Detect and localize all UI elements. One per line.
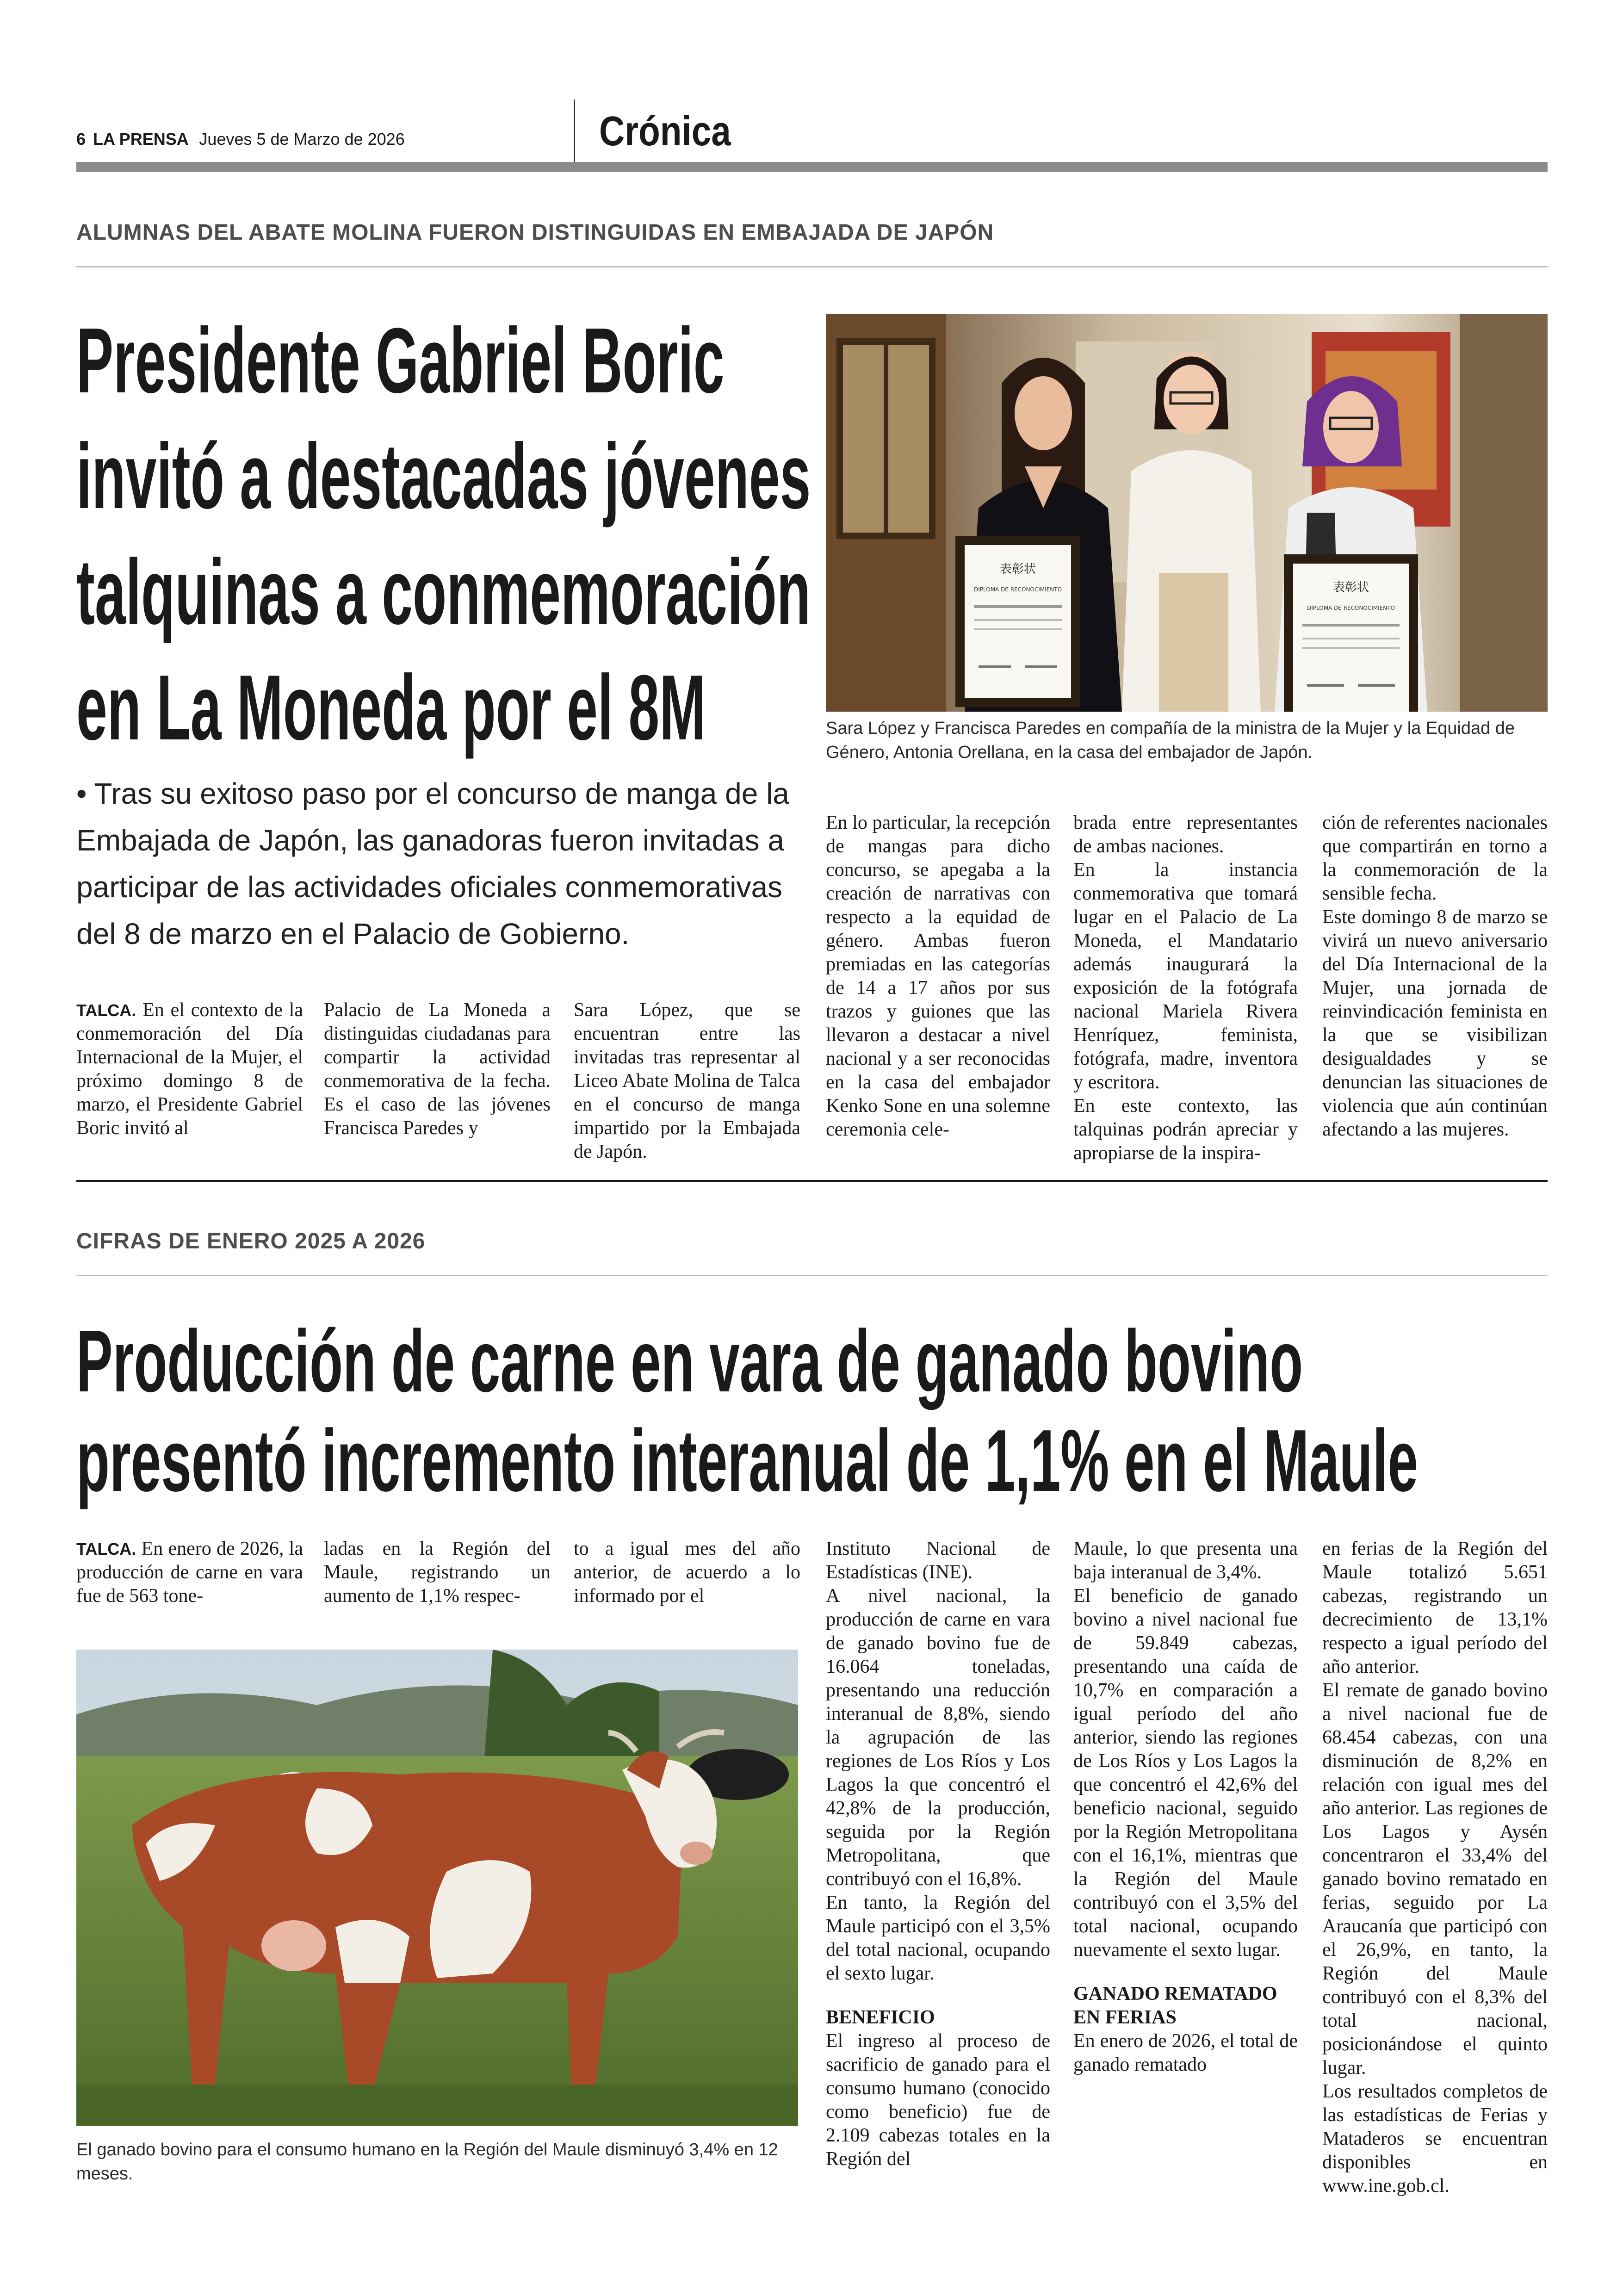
summary-line: Embajada de Japón, las ganadoras fueron invitadas a [76, 824, 784, 857]
page-header [76, 130, 405, 157]
article1-col4: En lo particular, la recepción de mangas para dicho concurso, se apegaba a la creación de narrativas con respecto a la equidad de género. Ambas fueron premiadas en las categorías de 14 a 17 años por sus trazos y guiones que las llevaron a destacar a nivel nacional y a ser reconocidas en la casa del embajador Kenko Sone en una solemne ceremonia cele- [826, 812, 1050, 1140]
photo-three-women [826, 314, 1548, 712]
dateline: TALCA. [76, 1001, 136, 1020]
article1-col5: brada entre representantes de ambas naciones. En la instancia conmemorativa que tomará lugar en el Palacio de La Moneda, el Mandatario además inaugurará la exposición de la fotógrafa nacional Mariela Rivera Henríquez, feminista, fotógrafa, madre, inventora y escritora. En este contexto, las talquinas podrán apreciar y apropiarse de la inspira- [1073, 812, 1298, 1164]
article2-photo-caption: El ganado bovino para el consumo humano en la Región del Maule disminuyó 3,4% en 12 meses. [76, 2140, 778, 2184]
summary-line: del 8 de marzo en el Palacio de Gobierno. [76, 917, 630, 950]
diploma-subtitle: DIPLOMA DE RECONOCIMIENTO [1307, 605, 1395, 611]
article2-kicker-rule [76, 1275, 1548, 1276]
article-separator [76, 1180, 1548, 1182]
headline-line: invitó a destacadas jóvenes [76, 425, 811, 528]
summary-line: • Tras su exitoso paso por el concurso de manga de la [76, 777, 789, 810]
headline-line: Producción de carne en vara de ganado bovino [76, 1312, 1303, 1410]
subhead-ganado: GANADO REMATADO EN FERIAS [1073, 1983, 1277, 2028]
bullet-icon: • [76, 777, 87, 810]
headline-line: en La Moneda por el 8M [76, 656, 706, 759]
header-divider [574, 99, 575, 164]
diploma-title: 表彰状 [1332, 581, 1369, 595]
issue-date: Jueves 5 de Marzo de 2026 [199, 130, 405, 149]
article2-col5: Maule, lo que presenta una baja interanual de 3,4%. El beneficio de ganado bovino a nivel nacional fue de 59.849 cabezas, presentando una caída de 10,7% en comparación a igual período del año anterior, siendo las regiones de Los Ríos y Los Lagos la que concentró el 42,6% del beneficio nacional, seguido por la Región Metropolitana con el 16,1%, mientras que la Región del Maule contribuyó con el 3,5% del total nacional, ocupando nuevamente el sexto lugar. GANADO REMATADO EN FERIAS En enero de 2026, el total de ganado rematado [1073, 1538, 1298, 2075]
header-bar [76, 162, 1548, 172]
summary-line: participar de las actividades oficiales conmemorativas [76, 870, 783, 904]
headline-line: Presidente Gabriel Boric [76, 309, 725, 412]
headline-line: presentó incremento interanual de 1,1% en el Maule [76, 1412, 1419, 1510]
article1-kicker: ALUMNAS DEL ABATE MOLINA FUERON DISTINGUIDAS EN EMBAJADA DE JAPÓN [76, 220, 994, 245]
article1-photo-caption: Sara López y Francisca Paredes en compañía de la ministra de la Mujer y la Equidad de Género, Antonia Orellana, en la casa del embajador de Japón. [826, 719, 1515, 762]
diploma-subtitle: DIPLOMA DE RECONOCIMIENTO [973, 586, 1062, 593]
article1-kicker-rule [76, 266, 1548, 267]
article1-headline [76, 303, 817, 766]
paper-name: LA PRENSA [93, 130, 188, 149]
article2-col4: Instituto Nacional de Estadísticas (INE). A nivel nacional, la producción de carne en vara de ganado bovino fue de 16.064 toneladas, presentando una reducción interanual de 8,8%, siendo la agrupación de las regiones de Los Ríos y Los Lagos la que concentró el 42,8% de la producción, seguida por la Región Metropolitana, que contribuyó con el 16,8%. En tanto, la Región del Maule participó con el 3,5% del total nacional, ocupando el sexto lugar. BENEFICIO El ingreso al proceso de sacrificio de ganado para el consumo humano (conocido como beneficio) fue de 2.109 cabezas totales en la Región del [826, 1538, 1050, 2170]
article1-summary [76, 770, 798, 957]
photo-cow-field [76, 1650, 798, 2126]
page-number: 6 [76, 130, 86, 149]
subhead-beneficio: BENEFICIO [826, 2007, 935, 2028]
dateline: TALCA. [76, 1539, 136, 1558]
article2-photo [76, 1650, 798, 2126]
article2-kicker: CIFRAS DE ENERO 2025 A 2026 [76, 1229, 426, 1253]
article1-photo [826, 314, 1548, 712]
article2-col3: to a igual mes del año anterior, de acuerdo a lo informado por el [574, 1538, 800, 1607]
headline-line: talquinas a conmemoración [76, 540, 811, 644]
article1-col1: TALCA. En el contexto de la conmemoración del Día Internacional de la Mujer, el próximo domingo 8 de marzo, el Presidente Gabriel Boric invitó al [76, 999, 303, 1139]
article2-col6: en ferias de la Región del Maule totalizó 5.651 cabezas, registrando un decrecimiento de 13,1% respecto a igual período del año anterior. El remate de ganado bovino a nivel nacional fue de 68.454 cabezas, con una disminución de 8,2% en relación con igual mes del año anterior. Las regiones de Los Lagos y Aysén concentraron el 33,4% del ganado bovino rematado en ferias, seguido por La Araucanía que participó con el 26,9%, en tanto, la Región del Maule contribuyó con el 8,3% del total nacional, posicionándose el quinto lugar. Los resultados completos de las estadísticas de Ferias y Mataderos se encuentran disponibles en www.ine.gob.cl. [1322, 1538, 1548, 2197]
section-title: Crónica [599, 108, 731, 155]
article2-headline [76, 1312, 1548, 1511]
article2-col2: ladas en la Región del Maule, registrando un aumento de 1,1% respec- [324, 1538, 551, 1607]
article1-col6: ción de referentes nacionales que compartirán en torno a la conmemoración de la sensible fecha. Este domingo 8 de marzo se vivirá un nuevo aniversario del Día Internacional de la Mujer, una jornada de reinvindicación feminista en la que se visibilizan desigualdades y se denuncian las situaciones de violencia que aún continúan afectando a las mujeres. [1322, 812, 1548, 1140]
article1-col2: Palacio de La Moneda a distinguidas ciudadanas para compartir la actividad conmemorativa de la fecha. Es el caso de las jóvenes Francisca Paredes y [324, 999, 551, 1139]
article2-col1: TALCA. En enero de 2026, la producción de carne en vara fue de 563 tone- [76, 1538, 303, 1607]
article1-col3: Sara López, que se encuentran entre las invitadas tras representar al Liceo Abate Molina de Talca en el concurso de manga impartido por la Embajada de Japón. [574, 999, 800, 1162]
diploma-title: 表彰状 [999, 562, 1036, 576]
